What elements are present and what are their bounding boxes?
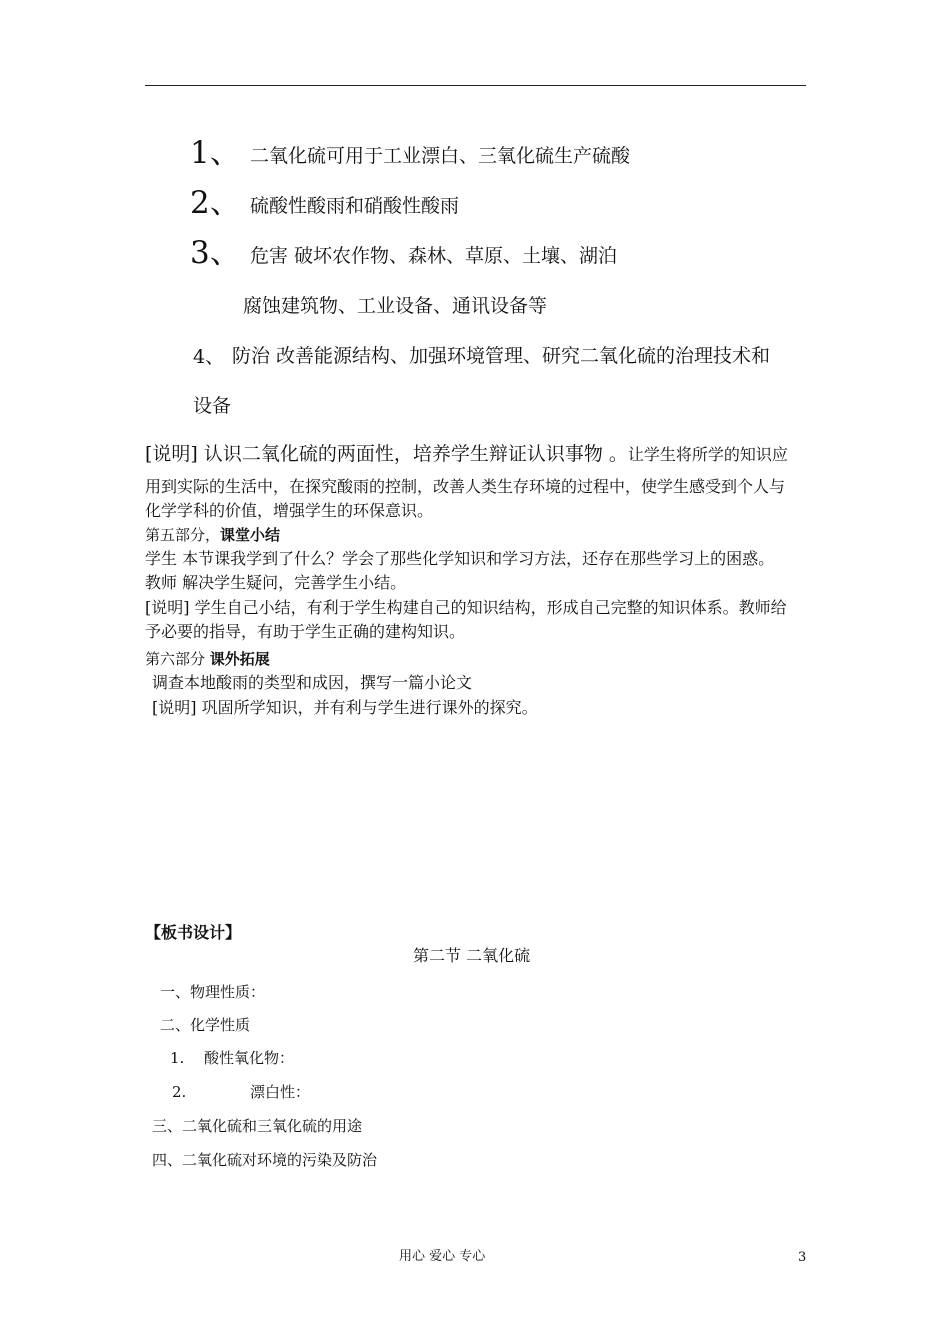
note-1-line-1: [145, 441, 788, 468]
board-title: 第二节 二氧化硫: [413, 946, 531, 965]
board-sub-2-text: 漂白性：: [250, 1083, 311, 1101]
note-3-line: [说明] 巩固所学知识，并有利与学生进行课外的探究。: [152, 698, 538, 717]
part-6-prefix: 第六部分: [145, 650, 210, 668]
part-6-heading: [145, 648, 270, 670]
board-line-4: 四、二氧化硫对环境的污染及防治: [152, 1151, 378, 1169]
item-4-continuation: 设备: [193, 395, 232, 417]
part-5-heading: [145, 524, 280, 546]
item-1-number: 1、: [190, 135, 241, 171]
task-line: 调查本地酸雨的类型和成因，撰写一篇小论文: [152, 673, 473, 692]
page-number: 3: [798, 1250, 807, 1265]
item-3-continuation: 腐蚀建筑物、工业设备、通讯设备等: [243, 295, 548, 317]
board-sub-1-number: 1.: [170, 1049, 185, 1067]
note-1-line-2: 用到实际的生活中，在探究酸雨的控制，改善人类生存环境的过程中，使学生感受到个人与: [145, 477, 786, 496]
header-rule: [145, 85, 806, 86]
board-line-1: 一、物理性质：: [160, 983, 266, 1001]
part-6-title: 课外拓展: [209, 650, 270, 668]
board-sub-1-text: 酸性氧化物：: [204, 1049, 295, 1067]
item-2-number: 2、: [190, 185, 241, 221]
note-1-lead: [说明] 认识二氧化硫的两面性，培养学生辩证认识事物 。: [145, 443, 628, 465]
note-1-lead-tail: 让学生将所学的知识应: [627, 445, 788, 464]
part-5-prefix: 第五部分，: [145, 526, 221, 544]
item-4-text: 防治 改善能源结构、加强环境管理、研究二氧化硫的治理技术和: [232, 345, 771, 367]
note-2-line-2: 予必要的指导，有助于学生正确的建构知识。: [145, 622, 466, 641]
board-sub-2-number: 2.: [172, 1083, 187, 1101]
note-2-line-1: [说明] 学生自己小结，有利于学生构建自己的知识结构，形成自己完整的知识体系。教师给: [145, 598, 787, 617]
note-1-line-3: 化学学科的价值，增强学生的环保意识。: [145, 501, 434, 520]
student-line: 学生 本节课我学到了什么？学会了那些化学知识和学习方法，还存在那些学习上的困惑。: [145, 549, 775, 568]
board-line-2: 二、化学性质: [160, 1016, 251, 1034]
teacher-line: 教师 解决学生疑问，完善学生小结。: [145, 573, 407, 592]
item-3-text: 危害 破坏农作物、森林、草原、土壤、湖泊: [250, 245, 618, 267]
board-line-3: 三、二氧化硫和三氧化硫的用途: [152, 1117, 363, 1135]
item-2-text: 硫酸性酸雨和硝酸性酸雨: [250, 195, 460, 217]
footer-motto: 用心 爱心 专心: [399, 1249, 486, 1264]
item-4-number: 4、: [193, 346, 225, 368]
board-heading: 【板书设计】: [145, 923, 242, 942]
item-1-text: 二氧化硫可用于工业漂白、三氧化硫生产硫酸: [250, 145, 631, 167]
item-3-number: 3、: [190, 235, 241, 271]
part-5-title: 课堂小结: [220, 526, 281, 544]
